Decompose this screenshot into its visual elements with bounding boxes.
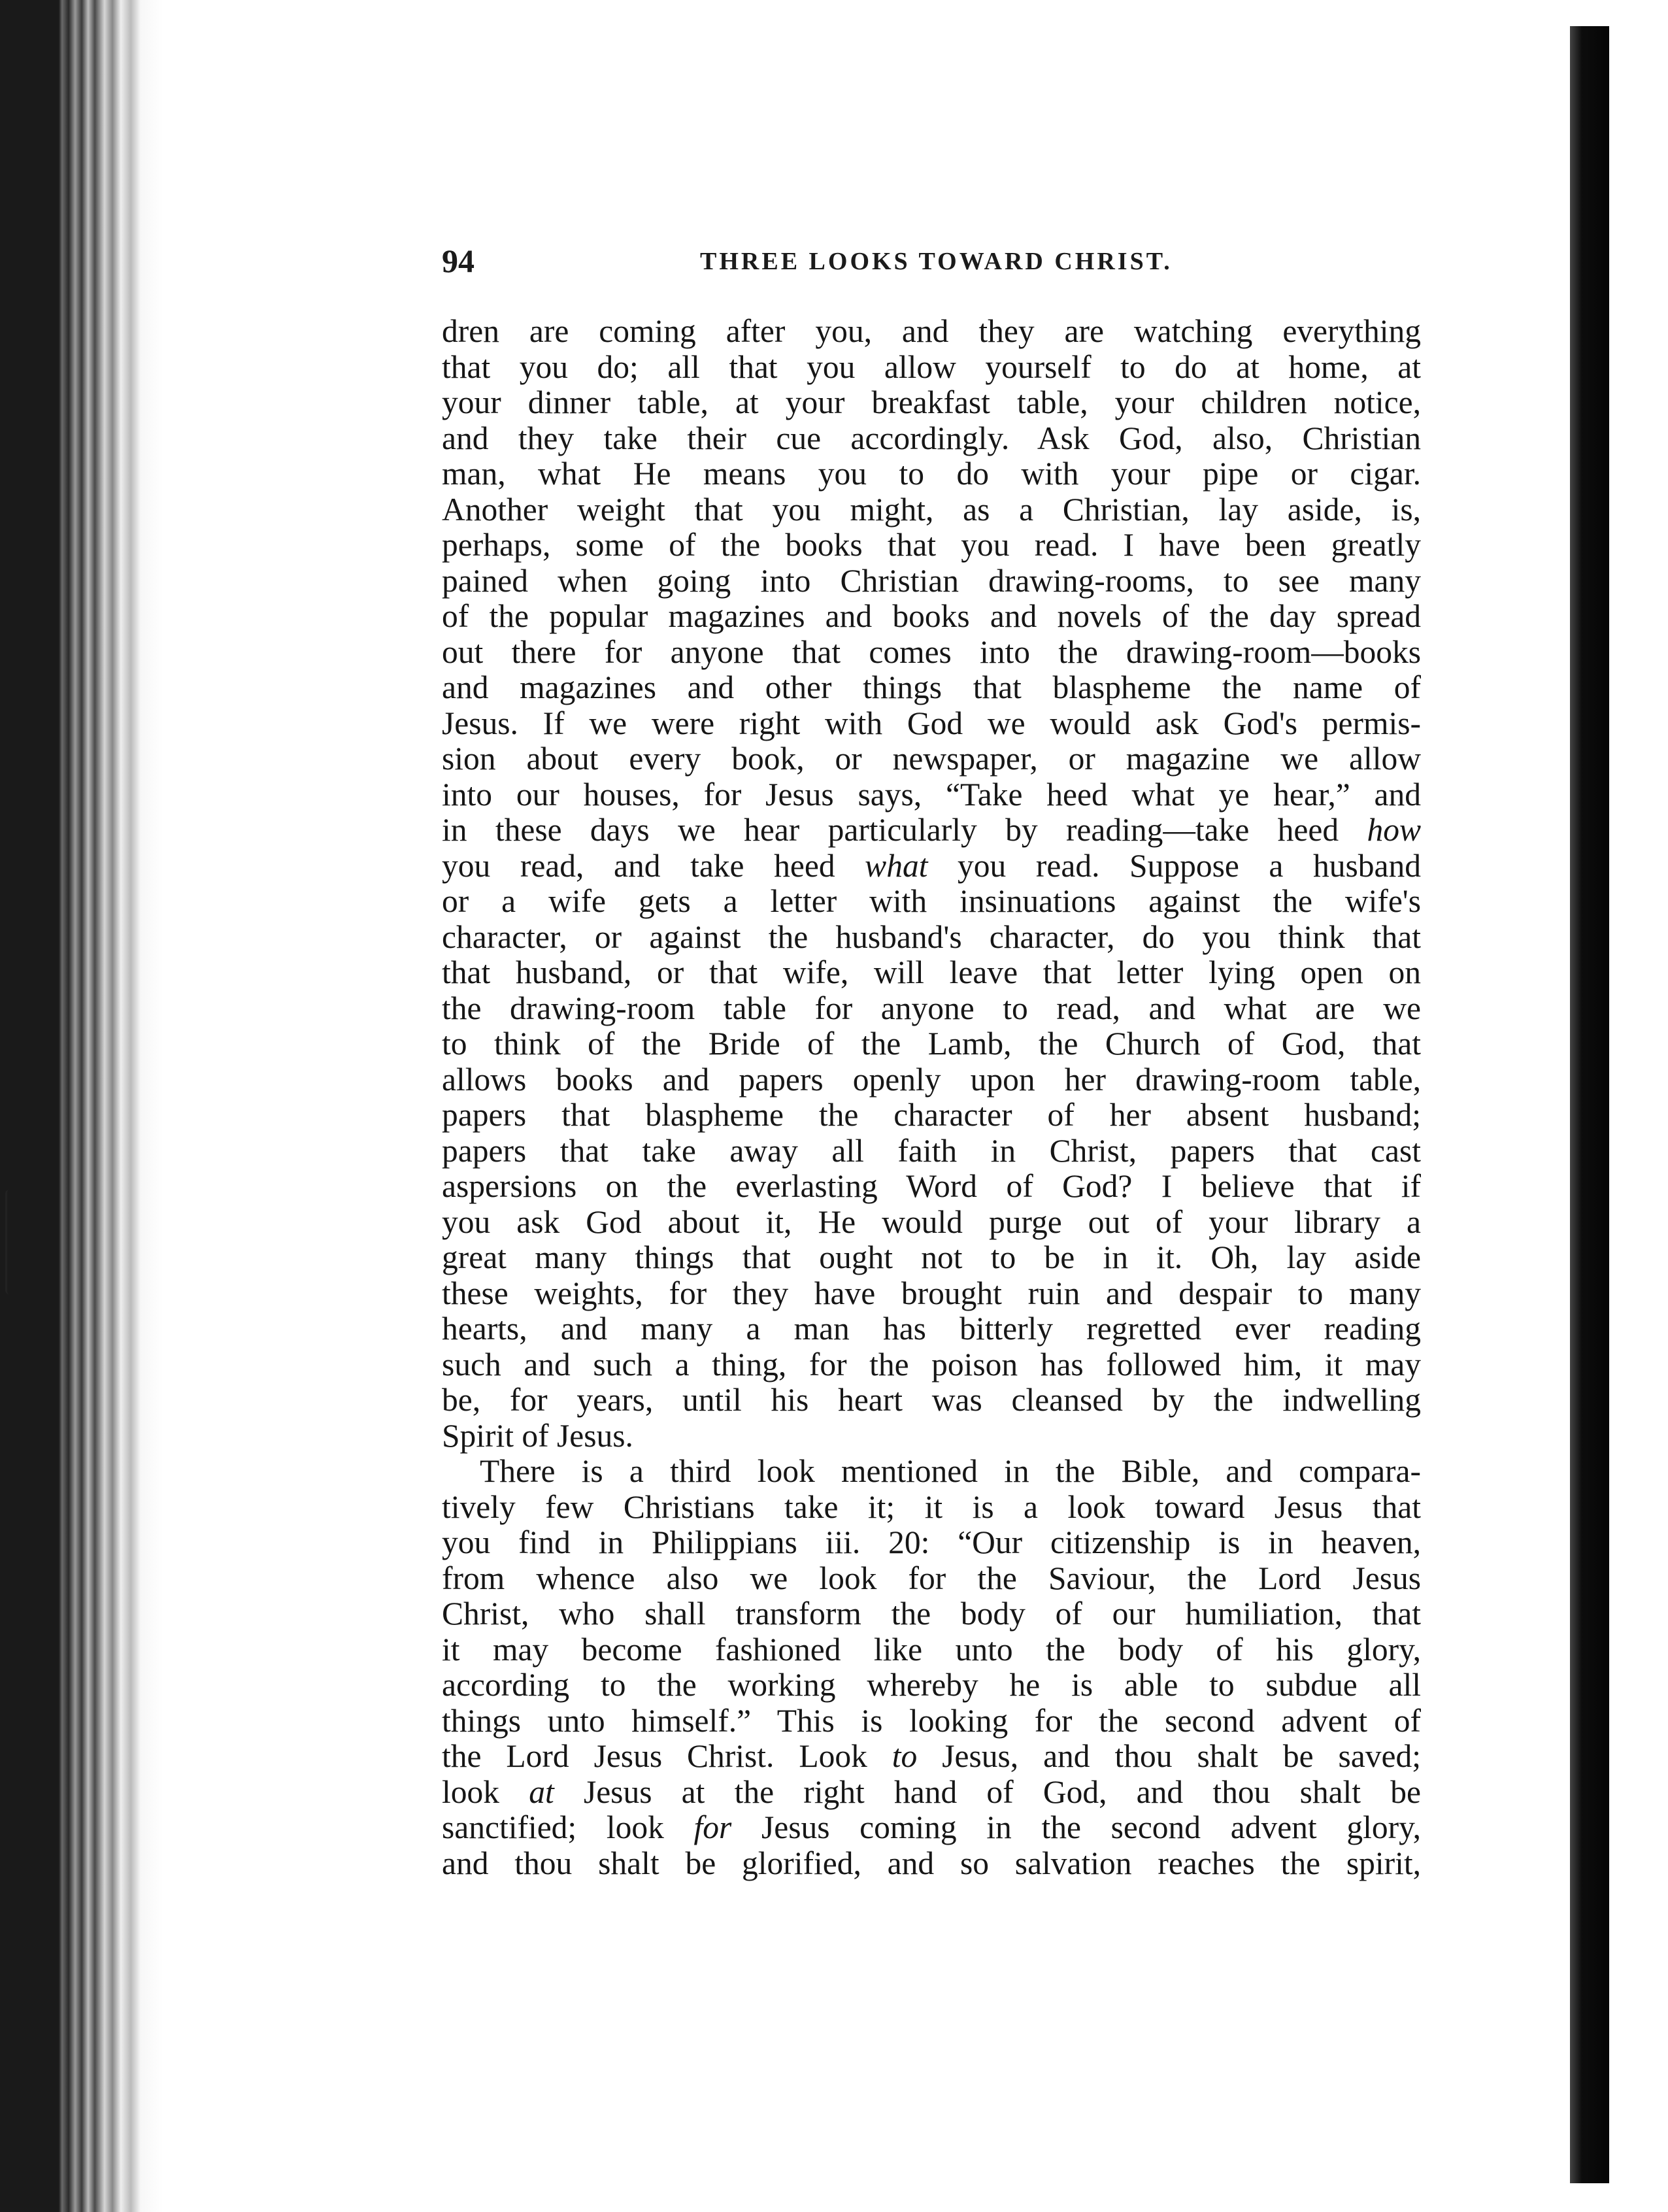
text-line: such and such a thing, for the poison has followed him, it may	[442, 1346, 1421, 1382]
text-line: and magazines and other things that blaspheme the name of	[442, 669, 1421, 705]
text-line	[442, 1810, 1421, 1846]
text-line: your dinner table, at your breakfast table, your children notice,	[442, 384, 1421, 420]
text-line: according to the working whereby he is able to subdue all	[442, 1667, 1421, 1703]
running-head: THREE LOOKS TOWARD CHRIST.	[700, 248, 1173, 275]
italic-word: to	[892, 1738, 918, 1774]
text-line	[442, 848, 1421, 884]
text-line: from whence also we look for the Saviour, the Lord Jesus	[442, 1560, 1421, 1596]
text-line: to think of the Bride of the Lamb, the Church of God, that	[442, 1026, 1421, 1062]
text-line: into our houses, for Jesus says, “Take heed what ye hear,” and	[442, 776, 1421, 813]
text-line	[442, 813, 1421, 848]
text-line: things unto himself.” This is looking for the second advent of	[442, 1702, 1421, 1739]
text-line: perhaps, some of the books that you read. I have been greatly	[442, 527, 1421, 563]
text-line: There is a third look mentioned in the Bible, and compara-	[480, 1453, 1421, 1489]
text-fragment: Jesus coming in the second advent glory,	[731, 1809, 1421, 1845]
text-line: allows books and papers openly upon her drawing-room table,	[442, 1061, 1421, 1098]
text-fragment: you read, and take heed	[442, 847, 865, 884]
text-line: you ask God about it, He would purge out of your library a	[442, 1203, 1421, 1240]
book-page	[442, 242, 1421, 1881]
text-line: dren are coming after you, and they are watching everything	[442, 313, 1421, 349]
text-line: that husband, or that wife, will leave that letter lying open on	[442, 954, 1421, 990]
page-number: 94	[442, 243, 475, 279]
book-edge-right	[1550, 0, 1668, 2212]
text-line: sion about every book, or newspaper, or magazine we allow	[442, 741, 1421, 777]
page-header	[442, 242, 1421, 288]
text-fragment: in these days we hear particularly by reading—take heed	[442, 812, 1367, 848]
text-line: and thou shalt be glorified, and so salvation reaches the spirit,	[442, 1845, 1421, 1881]
text-line: and they take their cue accordingly. Ask God, also, Christian	[442, 420, 1421, 456]
italic-word: how	[1367, 812, 1421, 848]
body-text	[442, 314, 1421, 1881]
text-fragment: Jesus at the right hand of God, and thou shalt be	[554, 1773, 1421, 1810]
binding-bar	[1570, 26, 1609, 2183]
text-fragment: you read. Suppose a husband	[927, 847, 1421, 884]
text-fragment: the Lord Jesus Christ. Look	[442, 1738, 892, 1774]
text-line: Another weight that you might, as a Christian, lay aside, is,	[442, 491, 1421, 528]
text-line: man, what He means you to do with your pipe or cigar.	[442, 456, 1421, 492]
text-line: hearts, and many a man has bitterly regretted ever reading	[442, 1311, 1421, 1347]
text-line: papers that take away all faith in Christ, papers that cast	[442, 1132, 1421, 1169]
text-line: of the popular magazines and books and novels of the day spread	[442, 598, 1421, 634]
text-line: aspersions on the everlasting Word of God? I believe that if	[442, 1168, 1421, 1204]
text-line: tively few Christians take it; it is a look toward Jesus that	[442, 1488, 1421, 1525]
text-line: Jesus. If we were right with God we would ask God's permis-	[442, 705, 1421, 741]
text-line: that you do; all that you allow yourself to do at home, at	[442, 348, 1421, 385]
text-line: out there for anyone that comes into the drawing-room—books	[442, 633, 1421, 670]
text-line: you find in Philippians iii. 20: “Our citizenship is in heaven,	[442, 1524, 1421, 1560]
text-line: Christ, who shall transform the body of our humiliation, that	[442, 1596, 1421, 1632]
book-edge-left	[0, 0, 163, 2212]
text-line: be, for years, until his heart was cleansed by the indwelling	[442, 1382, 1421, 1418]
text-line: or a wife gets a letter with insinuations against the wife's	[442, 883, 1421, 919]
text-line: it may become fashioned like unto the body of his glory,	[442, 1631, 1421, 1667]
text-fragment: sanctified; look	[442, 1809, 694, 1845]
italic-word: for	[693, 1809, 732, 1845]
italic-word: what	[865, 847, 928, 884]
text-fragment: look	[442, 1773, 529, 1810]
text-line: papers that blaspheme the character of her absent husband;	[442, 1097, 1421, 1133]
text-line: these weights, for they have brought ruin and despair to many	[442, 1275, 1421, 1311]
text-fragment: Jesus, and thou shalt be saved;	[917, 1738, 1421, 1774]
text-line: pained when going into Christian drawing-rooms, to see many	[442, 562, 1421, 599]
text-line	[442, 1775, 1421, 1811]
text-line: character, or against the husband's character, do you think that	[442, 918, 1421, 955]
italic-word: at	[529, 1773, 554, 1810]
text-line: Spirit of Jesus.	[442, 1417, 633, 1454]
text-line: great many things that ought not to be in it. Oh, lay aside	[442, 1239, 1421, 1275]
text-line	[442, 1739, 1421, 1775]
margin-mark	[5, 1190, 16, 1294]
text-line: the drawing-room table for anyone to read, and what are we	[442, 990, 1421, 1026]
